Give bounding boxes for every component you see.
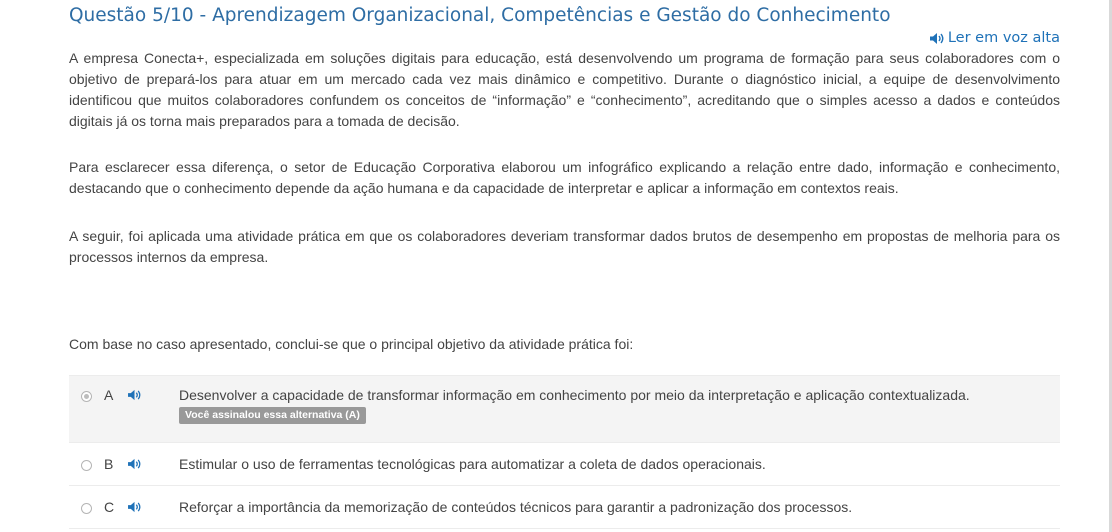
read-aloud-link[interactable] [929, 30, 1060, 46]
answer-options [69, 375, 1060, 529]
speaker-icon[interactable] [127, 458, 142, 470]
option-b-radio[interactable] [81, 460, 92, 471]
question-prompt: Com base no caso apresentado, conclui-se que o principal objetivo da atividade prática foi: [69, 336, 634, 352]
option-c[interactable] [69, 486, 1060, 529]
selected-answer-badge: Você assinalou essa alternativa (A) [179, 407, 366, 424]
speaker-icon[interactable] [127, 501, 142, 513]
option-a[interactable] [69, 376, 1060, 443]
question-paragraph-2: Para esclarecer essa diferença, o setor de Educação Corporativa elaborou um infográfico explicando a relação entre dado, informação e conhecimento, destacando que o conhecimento depende da ação humana e da capacidade de interpretar e aplicar a informação em contextos reais. [69, 159, 1060, 196]
question-paragraph-3: A seguir, foi aplicada uma atividade prática em que os colaboradores deveriam transformar dados brutos de desempenho em propostas de melhoria para os processos internos da empresa. [69, 228, 1060, 265]
speaker-icon [929, 32, 945, 45]
option-b-letter: B [104, 456, 114, 472]
option-c-radio[interactable] [81, 503, 92, 514]
option-c-text: Reforçar a importância da memorização de conteúdos técnicos para garantir a padronização dos processos. [179, 499, 853, 515]
option-c-letter: C [104, 499, 115, 515]
option-a-letter: A [104, 387, 114, 403]
speaker-icon[interactable] [127, 389, 142, 401]
question-title: Questão 5/10 - Aprendizagem Organizacional, Competências e Gestão do Conhecimento [69, 5, 891, 26]
option-b[interactable] [69, 443, 1060, 486]
read-aloud-label: Ler em voz alta [947, 30, 1060, 46]
option-a-text: Desenvolver a capacidade de transformar informação em conhecimento por meio da interpretação e aplicação contextualizada. [179, 387, 970, 403]
question-paragraph-1: A empresa Conecta+, especializada em soluções digitais para educação, está desenvolvendo um programa de formação para seus colaboradores com o objetivo de prepará-los para atuar em um mercado cada vez mais dinâmico e competitivo. Durante o diagnóstico inicial, a equipe de desenvolvimento identificou que muitos colaboradores confundem os conceitos de “informação” e “conhecimento”, acreditando que o simples acesso a dados e conteúdos digitais já os torna mais preparados para a tomada de decisão. [69, 50, 1060, 129]
option-a-radio[interactable] [81, 391, 92, 402]
option-b-text: Estimular o uso de ferramentas tecnológicas para automatizar a coleta de dados operacionais. [179, 456, 766, 472]
